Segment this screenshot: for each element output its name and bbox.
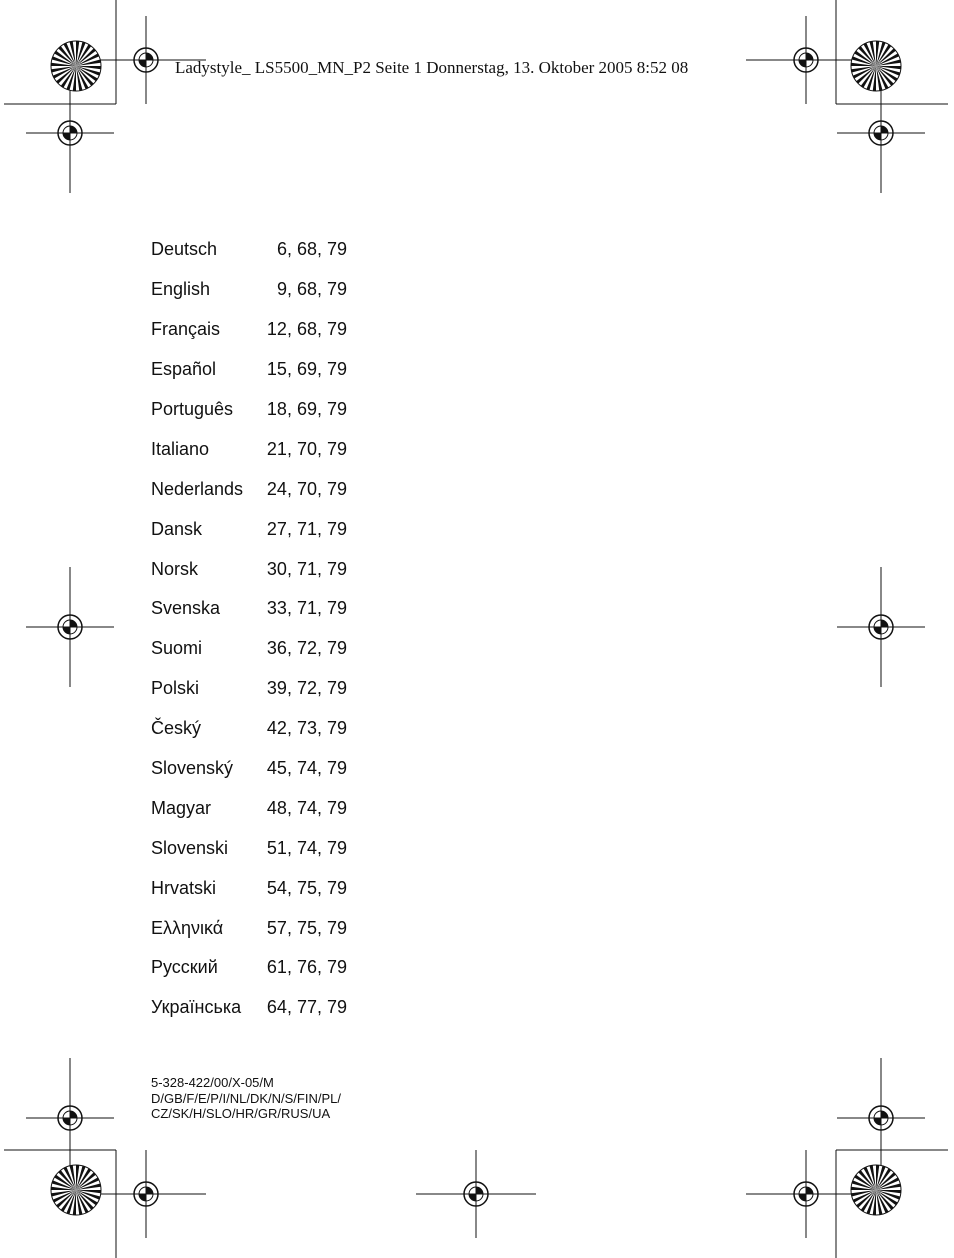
toc-language: Русский <box>151 957 218 978</box>
toc-row <box>151 230 411 270</box>
toc-language: Polski <box>151 678 200 699</box>
toc-pages: 42, 73, 79 <box>266 718 347 739</box>
toc-row <box>151 788 411 828</box>
starburst-target-icon <box>851 1165 901 1215</box>
toc-pages: 9, 68, 79 <box>276 279 347 300</box>
toc-pages: 45, 74, 79 <box>266 758 347 779</box>
registration-crosshair-icon <box>26 1058 114 1178</box>
toc-row <box>151 669 411 709</box>
trim-lines <box>4 0 948 1258</box>
code-line: CZ/SK/H/SLO/HR/GR/RUS/UA <box>151 1106 331 1121</box>
starburst-target-icon <box>851 41 901 91</box>
toc-pages: 15, 69, 79 <box>266 359 347 380</box>
toc-language: Český <box>151 718 202 739</box>
toc-language: Italiano <box>151 438 210 459</box>
toc-row <box>151 310 411 350</box>
toc-language: Svenska <box>151 598 221 619</box>
toc-row <box>151 390 411 430</box>
toc-language: Українська <box>151 997 242 1018</box>
registration-crosshair-icon <box>26 567 114 687</box>
toc-row <box>151 908 411 948</box>
toc-row <box>151 270 411 310</box>
starburst-target-icon <box>51 41 101 91</box>
toc-pages: 64, 77, 79 <box>266 997 347 1018</box>
document-codes <box>151 1075 341 1122</box>
toc-pages: 24, 70, 79 <box>266 478 347 499</box>
toc-pages: 33, 71, 79 <box>266 598 347 619</box>
toc-language: Português <box>151 399 234 419</box>
starburst-target-icon <box>51 1165 101 1215</box>
toc-pages: 48, 74, 79 <box>266 797 347 818</box>
toc-pages: 30, 71, 79 <box>266 558 347 579</box>
toc-pages: 51, 74, 79 <box>266 837 347 858</box>
toc-language: Slovenský <box>151 758 234 779</box>
toc-row <box>151 749 411 789</box>
toc-language: Nederlands <box>151 478 244 499</box>
toc-row <box>151 589 411 629</box>
toc-row <box>151 948 411 988</box>
toc-language: Español <box>151 359 217 380</box>
toc-pages: 18, 69, 79 <box>266 399 347 419</box>
toc-language: Suomi <box>151 638 203 659</box>
language-page-index <box>151 230 411 1028</box>
registration-crosshair-icon <box>837 567 925 687</box>
registration-crosshair-icon <box>837 1058 925 1178</box>
code-line: 5-328-422/00/X-05/M <box>151 1075 274 1090</box>
toc-language: English <box>151 279 211 300</box>
toc-pages: 39, 72, 79 <box>266 678 347 699</box>
toc-pages: 12, 68, 79 <box>266 319 347 340</box>
toc-language: Dansk <box>151 518 203 539</box>
toc-row <box>151 549 411 589</box>
registration-crosshair-icon <box>746 16 866 104</box>
registration-crosshair-icon <box>746 1150 866 1238</box>
toc-row <box>151 988 411 1028</box>
toc-row <box>151 629 411 669</box>
toc-pages: 36, 72, 79 <box>266 638 347 659</box>
toc-row <box>151 709 411 749</box>
toc-language: Français <box>151 319 221 340</box>
registration-crosshair-icon <box>86 1150 206 1238</box>
toc-language: Hrvatski <box>151 877 217 898</box>
toc-pages: 61, 76, 79 <box>266 957 347 978</box>
toc-row <box>151 469 411 509</box>
toc-pages: 21, 70, 79 <box>266 438 347 459</box>
toc-language: Slovenski <box>151 837 229 858</box>
code-line: D/GB/F/E/P/I/NL/DK/N/S/FIN/PL/ <box>151 1090 341 1106</box>
toc-pages: 57, 75, 79 <box>266 917 347 938</box>
toc-pages: 27, 71, 79 <box>266 518 347 539</box>
toc-row <box>151 868 411 908</box>
print-slug: Ladystyle_ LS5500_MN_P2 Seite 1 Donnerstag, 13. Oktober 2005 8:52 08 <box>175 58 689 77</box>
toc-language: Ελληνικά <box>151 917 224 938</box>
toc-row <box>151 350 411 390</box>
registration-crosshair-icon <box>26 73 114 193</box>
toc-row <box>151 429 411 469</box>
registration-crosshair-icon <box>416 1150 536 1238</box>
toc-language: Norsk <box>151 558 199 579</box>
toc-row <box>151 828 411 868</box>
toc-language: Magyar <box>151 797 212 818</box>
toc-language: Deutsch <box>151 239 218 260</box>
toc-pages: 6, 68, 79 <box>276 239 347 260</box>
toc-pages: 54, 75, 79 <box>266 877 347 898</box>
toc-row <box>151 509 411 549</box>
